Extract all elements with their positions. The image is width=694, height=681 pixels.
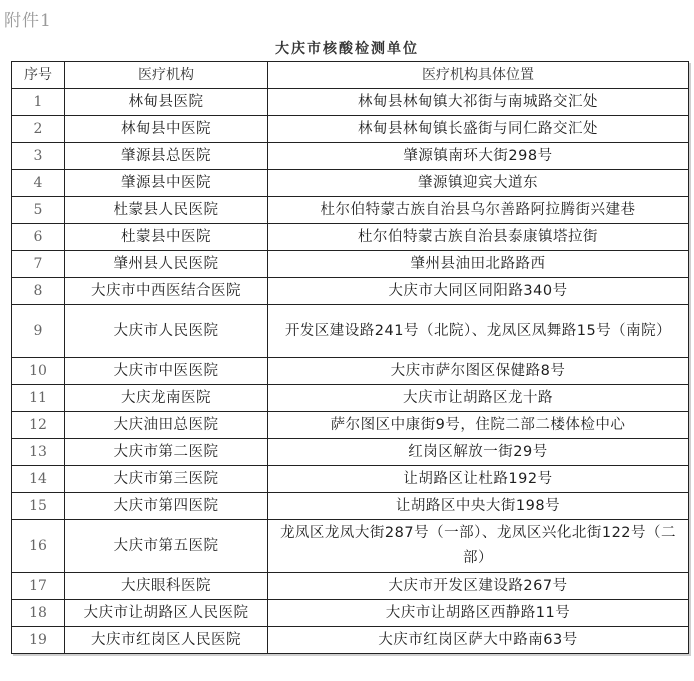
row-institution: 大庆市第三医院 — [65, 466, 268, 493]
table-row — [12, 439, 689, 466]
row-institution: 大庆市第四医院 — [65, 493, 268, 520]
row-address: 大庆市开发区建设路267号 — [268, 573, 689, 600]
row-no: 2 — [12, 116, 65, 143]
row-institution: 杜蒙县人民医院 — [65, 197, 268, 224]
table-row — [12, 305, 689, 358]
header-address: 医疗机构具体位置 — [268, 62, 689, 89]
row-address: 大庆市让胡路区西静路11号 — [268, 600, 689, 627]
table-row — [12, 600, 689, 627]
table-row — [12, 358, 689, 385]
row-no: 19 — [12, 627, 65, 654]
table-row — [12, 197, 689, 224]
row-address: 杜尔伯特蒙古族自治县乌尔善路阿拉腾街兴建巷 — [268, 197, 689, 224]
row-address: 大庆市让胡路区龙十路 — [268, 385, 689, 412]
row-no: 17 — [12, 573, 65, 600]
row-address: 大庆市大同区同阳路340号 — [268, 278, 689, 305]
row-institution: 大庆龙南医院 — [65, 385, 268, 412]
header-institution: 医疗机构 — [65, 62, 268, 89]
row-address: 大庆市红岗区萨大中路南63号 — [268, 627, 689, 654]
row-institution: 肇州县人民医院 — [65, 251, 268, 278]
row-address: 肇州县油田北路路西 — [268, 251, 689, 278]
row-no: 3 — [12, 143, 65, 170]
row-institution: 大庆市人民医院 — [65, 305, 268, 358]
row-no: 5 — [12, 197, 65, 224]
row-institution: 大庆市让胡路区人民医院 — [65, 600, 268, 627]
row-no: 16 — [12, 520, 65, 573]
header-no: 序号 — [12, 62, 65, 89]
row-address: 杜尔伯特蒙古族自治县泰康镇塔拉街 — [268, 224, 689, 251]
table-row — [12, 224, 689, 251]
row-no: 18 — [12, 600, 65, 627]
table-row — [12, 251, 689, 278]
table-row — [12, 143, 689, 170]
table-row — [12, 520, 689, 573]
row-institution: 大庆眼科医院 — [65, 573, 268, 600]
row-institution: 大庆市中医医院 — [65, 358, 268, 385]
table-row — [12, 493, 689, 520]
attachment-label: 附件1 — [4, 11, 52, 31]
row-address: 红岗区解放一街29号 — [268, 439, 689, 466]
table-row — [12, 573, 689, 600]
row-address: 开发区建设路241号（北院）、龙凤区凤舞路15号（南院） — [268, 305, 689, 358]
row-address: 肇源镇南环大街298号 — [268, 143, 689, 170]
row-address: 龙凤区龙凤大街287号（一部）、龙凤区兴化北街122号（二部） — [268, 520, 689, 573]
row-no: 4 — [12, 170, 65, 197]
row-no: 6 — [12, 224, 65, 251]
row-no: 14 — [12, 466, 65, 493]
table-row — [12, 412, 689, 439]
table-row — [12, 170, 689, 197]
row-no: 10 — [12, 358, 65, 385]
row-institution: 肇源县中医院 — [65, 170, 268, 197]
row-no: 15 — [12, 493, 65, 520]
row-no: 11 — [12, 385, 65, 412]
row-no: 12 — [12, 412, 65, 439]
table-row — [12, 466, 689, 493]
row-address: 林甸县林甸镇长盛街与同仁路交汇处 — [268, 116, 689, 143]
row-address: 让胡路区让杜路192号 — [268, 466, 689, 493]
table-row — [12, 385, 689, 412]
table-row — [12, 116, 689, 143]
row-no: 1 — [12, 89, 65, 116]
row-institution: 大庆市中西医结合医院 — [65, 278, 268, 305]
testing-units-table — [11, 61, 689, 654]
row-institution: 大庆市红岗区人民医院 — [65, 627, 268, 654]
table-row — [12, 89, 689, 116]
row-address: 让胡路区中央大街198号 — [268, 493, 689, 520]
row-no: 7 — [12, 251, 65, 278]
table-row — [12, 627, 689, 654]
row-no: 8 — [12, 278, 65, 305]
table-header-row — [12, 62, 689, 89]
row-institution: 大庆油田总医院 — [65, 412, 268, 439]
row-institution: 大庆市第二医院 — [65, 439, 268, 466]
row-address: 大庆市萨尔图区保健路8号 — [268, 358, 689, 385]
row-address: 林甸县林甸镇大祁街与南城路交汇处 — [268, 89, 689, 116]
row-institution: 林甸县中医院 — [65, 116, 268, 143]
row-no: 9 — [12, 305, 65, 358]
row-institution: 林甸县医院 — [65, 89, 268, 116]
row-institution: 杜蒙县中医院 — [65, 224, 268, 251]
row-institution: 大庆市第五医院 — [65, 520, 268, 573]
document-title: 大庆市核酸检测单位 — [275, 41, 419, 57]
row-institution: 肇源县总医院 — [65, 143, 268, 170]
row-no: 13 — [12, 439, 65, 466]
row-address: 萨尔图区中康街9号，住院二部二楼体检中心 — [268, 412, 689, 439]
row-address: 肇源镇迎宾大道东 — [268, 170, 689, 197]
table-row — [12, 278, 689, 305]
